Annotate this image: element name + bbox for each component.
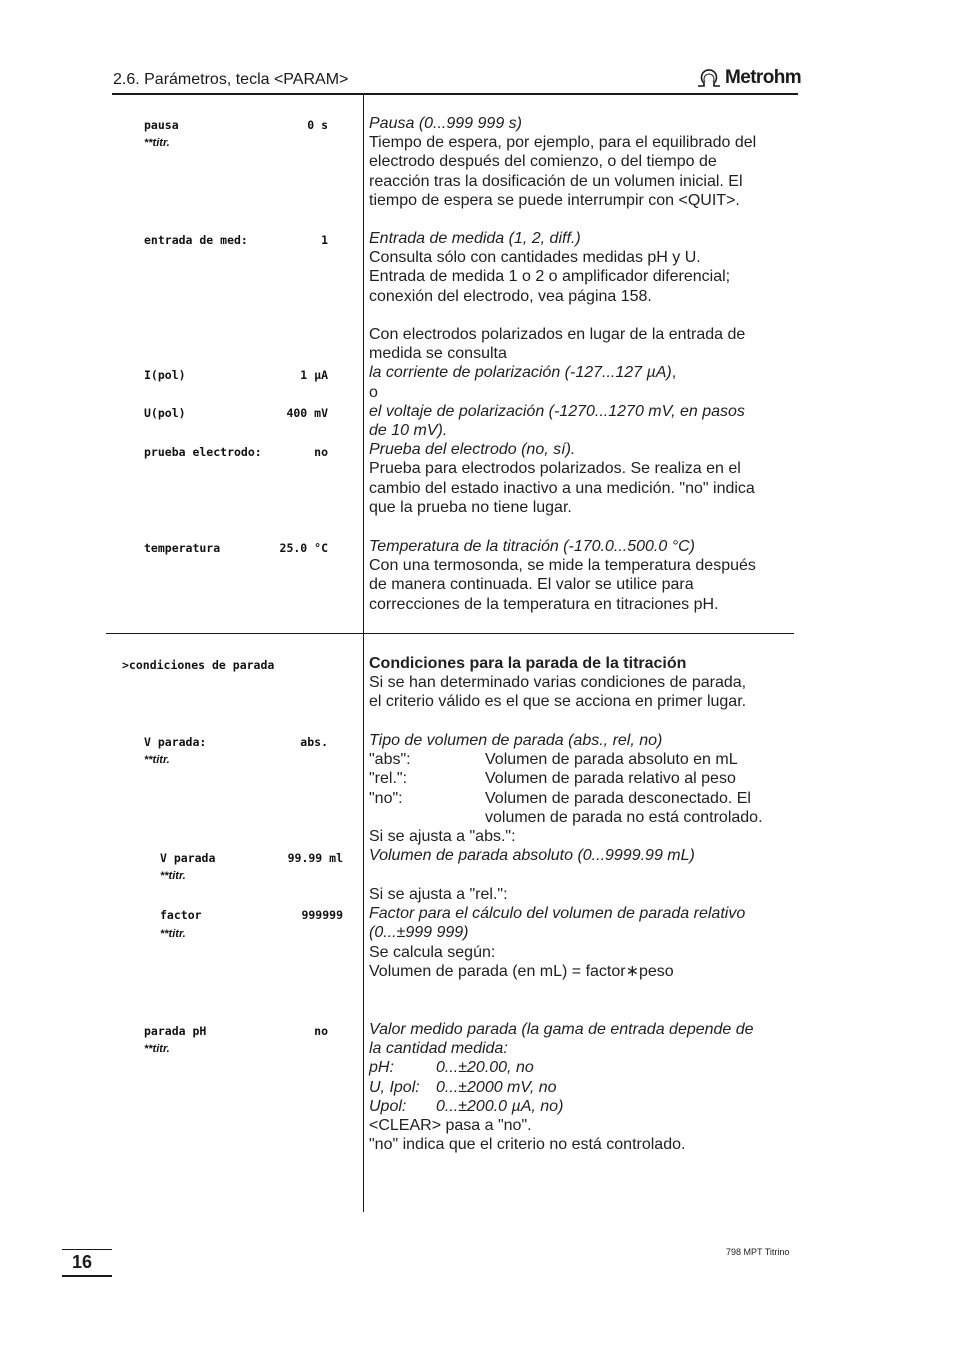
desc-line: Volumen de parada (en mL) = factor∗peso: [369, 962, 674, 980]
desc-line: reacción tras la dosificación de un volumen inicial. El: [369, 172, 743, 190]
desc-line: Tiempo de espera, por ejemplo, para el equilibrado del: [369, 134, 757, 152]
desc-line: tiempo de espera se puede interrumpir con <QUIT>.: [369, 191, 740, 209]
desc-line: correcciones de la temperatura en titraciones pH.: [369, 595, 719, 613]
desc-line: [369, 789, 794, 808]
desc-heading: Temperatura de la titración (-170.0...500.0 °C): [369, 538, 695, 555]
param-value: 0 s: [307, 118, 328, 132]
param-label: entrada de med:: [144, 233, 248, 247]
param-label: prueba electrodo:: [144, 445, 262, 459]
desc-line: Si se ajusta a "rel.":: [369, 886, 508, 903]
param-label: temperatura: [144, 541, 221, 555]
desc-line: Prueba para electrodos polarizados. Se realiza en el: [369, 460, 741, 478]
desc-pausa: [369, 114, 794, 210]
section-divider: [106, 633, 794, 634]
section-heading: Condiciones para la parada de la titración: [369, 655, 687, 672]
desc-heading: (0...±999 999): [369, 924, 469, 942]
desc-line: medida se consulta: [369, 345, 507, 363]
param-note: **titr.: [144, 754, 170, 766]
param-note: **titr.: [144, 137, 170, 149]
param-note: **titr.: [160, 870, 186, 882]
desc-vparada: [369, 731, 794, 865]
desc-line: [369, 1058, 794, 1077]
desc-entrada: [369, 229, 794, 306]
option-text: Volumen de parada desconectado. El: [485, 789, 751, 807]
param-label: factor: [160, 908, 202, 922]
footer-rule-bottom: [62, 1275, 112, 1277]
desc-line: que la prueba no tiene lugar.: [369, 498, 572, 516]
option-key: "rel.":: [369, 770, 408, 788]
range-key: pH:: [369, 1059, 394, 1077]
footer-rule-top: [62, 1249, 112, 1250]
param-value: 99.99 ml: [287, 851, 343, 865]
param-note: **titr.: [160, 928, 186, 940]
desc-condiciones: [369, 654, 794, 712]
running-header: 2.6. Parámetros, tecla <PARAM>: [113, 71, 349, 88]
desc-line: [369, 750, 794, 769]
param-label: V parada:: [144, 735, 207, 749]
desc-heading: el voltaje de polarización (-1270...1270 mV, en pasos: [369, 402, 745, 420]
desc-line: Entrada de medida 1 o 2 o amplificador diferencial;: [369, 268, 731, 286]
desc-line: o: [369, 383, 378, 401]
desc-line: Con una termosonda, se mide la temperatura después: [369, 557, 756, 575]
desc-line: cambio del estado inactivo a una medición. "no" indica: [369, 479, 755, 497]
option-text: Volumen de parada absoluto en mL: [485, 751, 738, 769]
section-label: >condiciones de parada: [122, 658, 275, 672]
desc-line: [369, 769, 794, 788]
param-label: I(pol): [144, 368, 186, 382]
document-name: 798 MPT Titrino: [726, 1247, 790, 1257]
desc-heading: Factor para el cálculo del volumen de parada relativo: [369, 905, 746, 923]
desc-temperatura: [369, 537, 794, 614]
desc-line: Con electrodos polarizados en lugar de la entrada de: [369, 326, 746, 343]
desc-line: Si se han determinado varias condiciones de parada,: [369, 674, 747, 692]
desc-polarization: [369, 325, 794, 517]
param-label: pausa: [144, 118, 179, 132]
range-key: Upol:: [369, 1097, 407, 1115]
desc-heading: la corriente de polarización (-127...127 µA): [369, 364, 672, 382]
desc-heading: de 10 mV).: [369, 422, 448, 440]
range-value: 0...±20.00, no: [436, 1059, 534, 1077]
desc-line: el criterio válido es el que se acciona en primer lugar.: [369, 693, 747, 711]
page-number: 16: [72, 1252, 93, 1272]
desc-line: Si se ajusta a "abs.":: [369, 828, 516, 846]
param-note: **titr.: [144, 1043, 170, 1055]
param-value: 400 mV: [286, 406, 328, 420]
param-value: 1 µA: [300, 368, 328, 382]
desc-line: "no" indica que el criterio no está controlado.: [369, 1136, 686, 1154]
range-key: U, Ipol:: [369, 1078, 420, 1096]
desc-heading: Pausa (0...999 999 s): [369, 115, 522, 132]
desc-heading: Prueba del electrodo (no, sí).: [369, 441, 576, 459]
param-value: no: [314, 445, 328, 459]
metrohm-logo: [696, 66, 801, 90]
desc-line: electrodo después del comienzo, o del tiempo de: [369, 153, 717, 171]
param-label: parada pH: [144, 1024, 207, 1038]
desc-heading: Tipo de volumen de parada (abs., rel, no): [369, 732, 663, 749]
logo-text: Metrohm: [725, 67, 802, 88]
param-value: 1: [321, 233, 328, 247]
desc-line: <CLEAR> pasa a "no".: [369, 1117, 532, 1135]
param-label: U(pol): [144, 406, 186, 420]
desc-line: [369, 363, 794, 382]
param-value: abs.: [300, 735, 328, 749]
column-divider: [363, 95, 364, 1212]
desc-heading: la cantidad medida:: [369, 1040, 508, 1058]
param-label: V parada: [160, 851, 216, 865]
desc-line: conexión del electrodo, vea página 158.: [369, 287, 652, 305]
omega-icon: [696, 68, 722, 88]
desc-comma: ,: [671, 364, 677, 382]
option-text: Volumen de parada relativo al peso: [485, 770, 736, 788]
desc-line: de manera continuada. El valor se utilice para: [369, 576, 694, 594]
desc-line: [369, 1078, 794, 1097]
desc-heading: Entrada de medida (1, 2, diff.): [369, 230, 581, 247]
desc-factor: [369, 885, 794, 981]
param-value: 25.0 °C: [279, 541, 328, 555]
desc-line: volumen de parada no está controlado.: [485, 808, 763, 826]
header-rule: [112, 93, 798, 95]
param-value: 999999: [301, 908, 343, 922]
range-value: 0...±2000 mV, no: [436, 1078, 557, 1096]
desc-parada-ph: [369, 1020, 794, 1154]
desc-heading: Valor medido parada (la gama de entrada depende de: [369, 1021, 754, 1038]
desc-line: Se calcula según:: [369, 943, 496, 961]
desc-line: [369, 1097, 794, 1116]
option-key: "abs":: [369, 751, 411, 769]
desc-heading: Volumen de parada absoluto (0...9999.99 mL): [369, 847, 695, 865]
param-value: no: [314, 1024, 328, 1038]
desc-line: Consulta sólo con cantidades medidas pH y U.: [369, 249, 701, 267]
range-value: 0...±200.0 µA, no): [436, 1097, 564, 1115]
option-key: "no":: [369, 789, 403, 807]
